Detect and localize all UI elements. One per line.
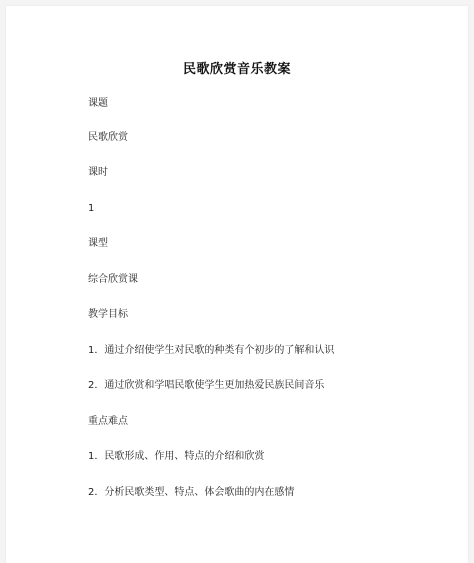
text-line-key-point-1: 1．民歌形成、作用、特点的介绍和欣赏 <box>88 451 265 462</box>
text-line-lesson-type-label: 课型 <box>88 238 108 249</box>
text-line-class-hours: 1 <box>88 203 95 214</box>
text-line-objectives-label: 教学目标 <box>88 309 128 320</box>
text-line-lesson-topic-label: 课题 <box>88 98 108 109</box>
text-line-key-points-label: 重点难点 <box>88 416 128 427</box>
text-line-objective-1: 1．通过介绍使学生对民歌的种类有个初步的了解和认识 <box>88 345 335 356</box>
text-line-class-hours-label: 课时 <box>88 167 108 178</box>
text-line-objective-2: 2．通过欣赏和学唱民歌使学生更加热爱民族民间音乐 <box>88 380 325 391</box>
document-page <box>6 6 468 563</box>
text-line-key-point-2: 2．分析民歌类型、特点、体会歌曲的内在感情 <box>88 487 295 498</box>
text-line-lesson-topic: 民歌欣赏 <box>88 132 128 143</box>
text-line-lesson-type: 综合欣赏课 <box>88 274 138 285</box>
document-title: 民歌欣赏音乐教案 <box>182 62 291 77</box>
